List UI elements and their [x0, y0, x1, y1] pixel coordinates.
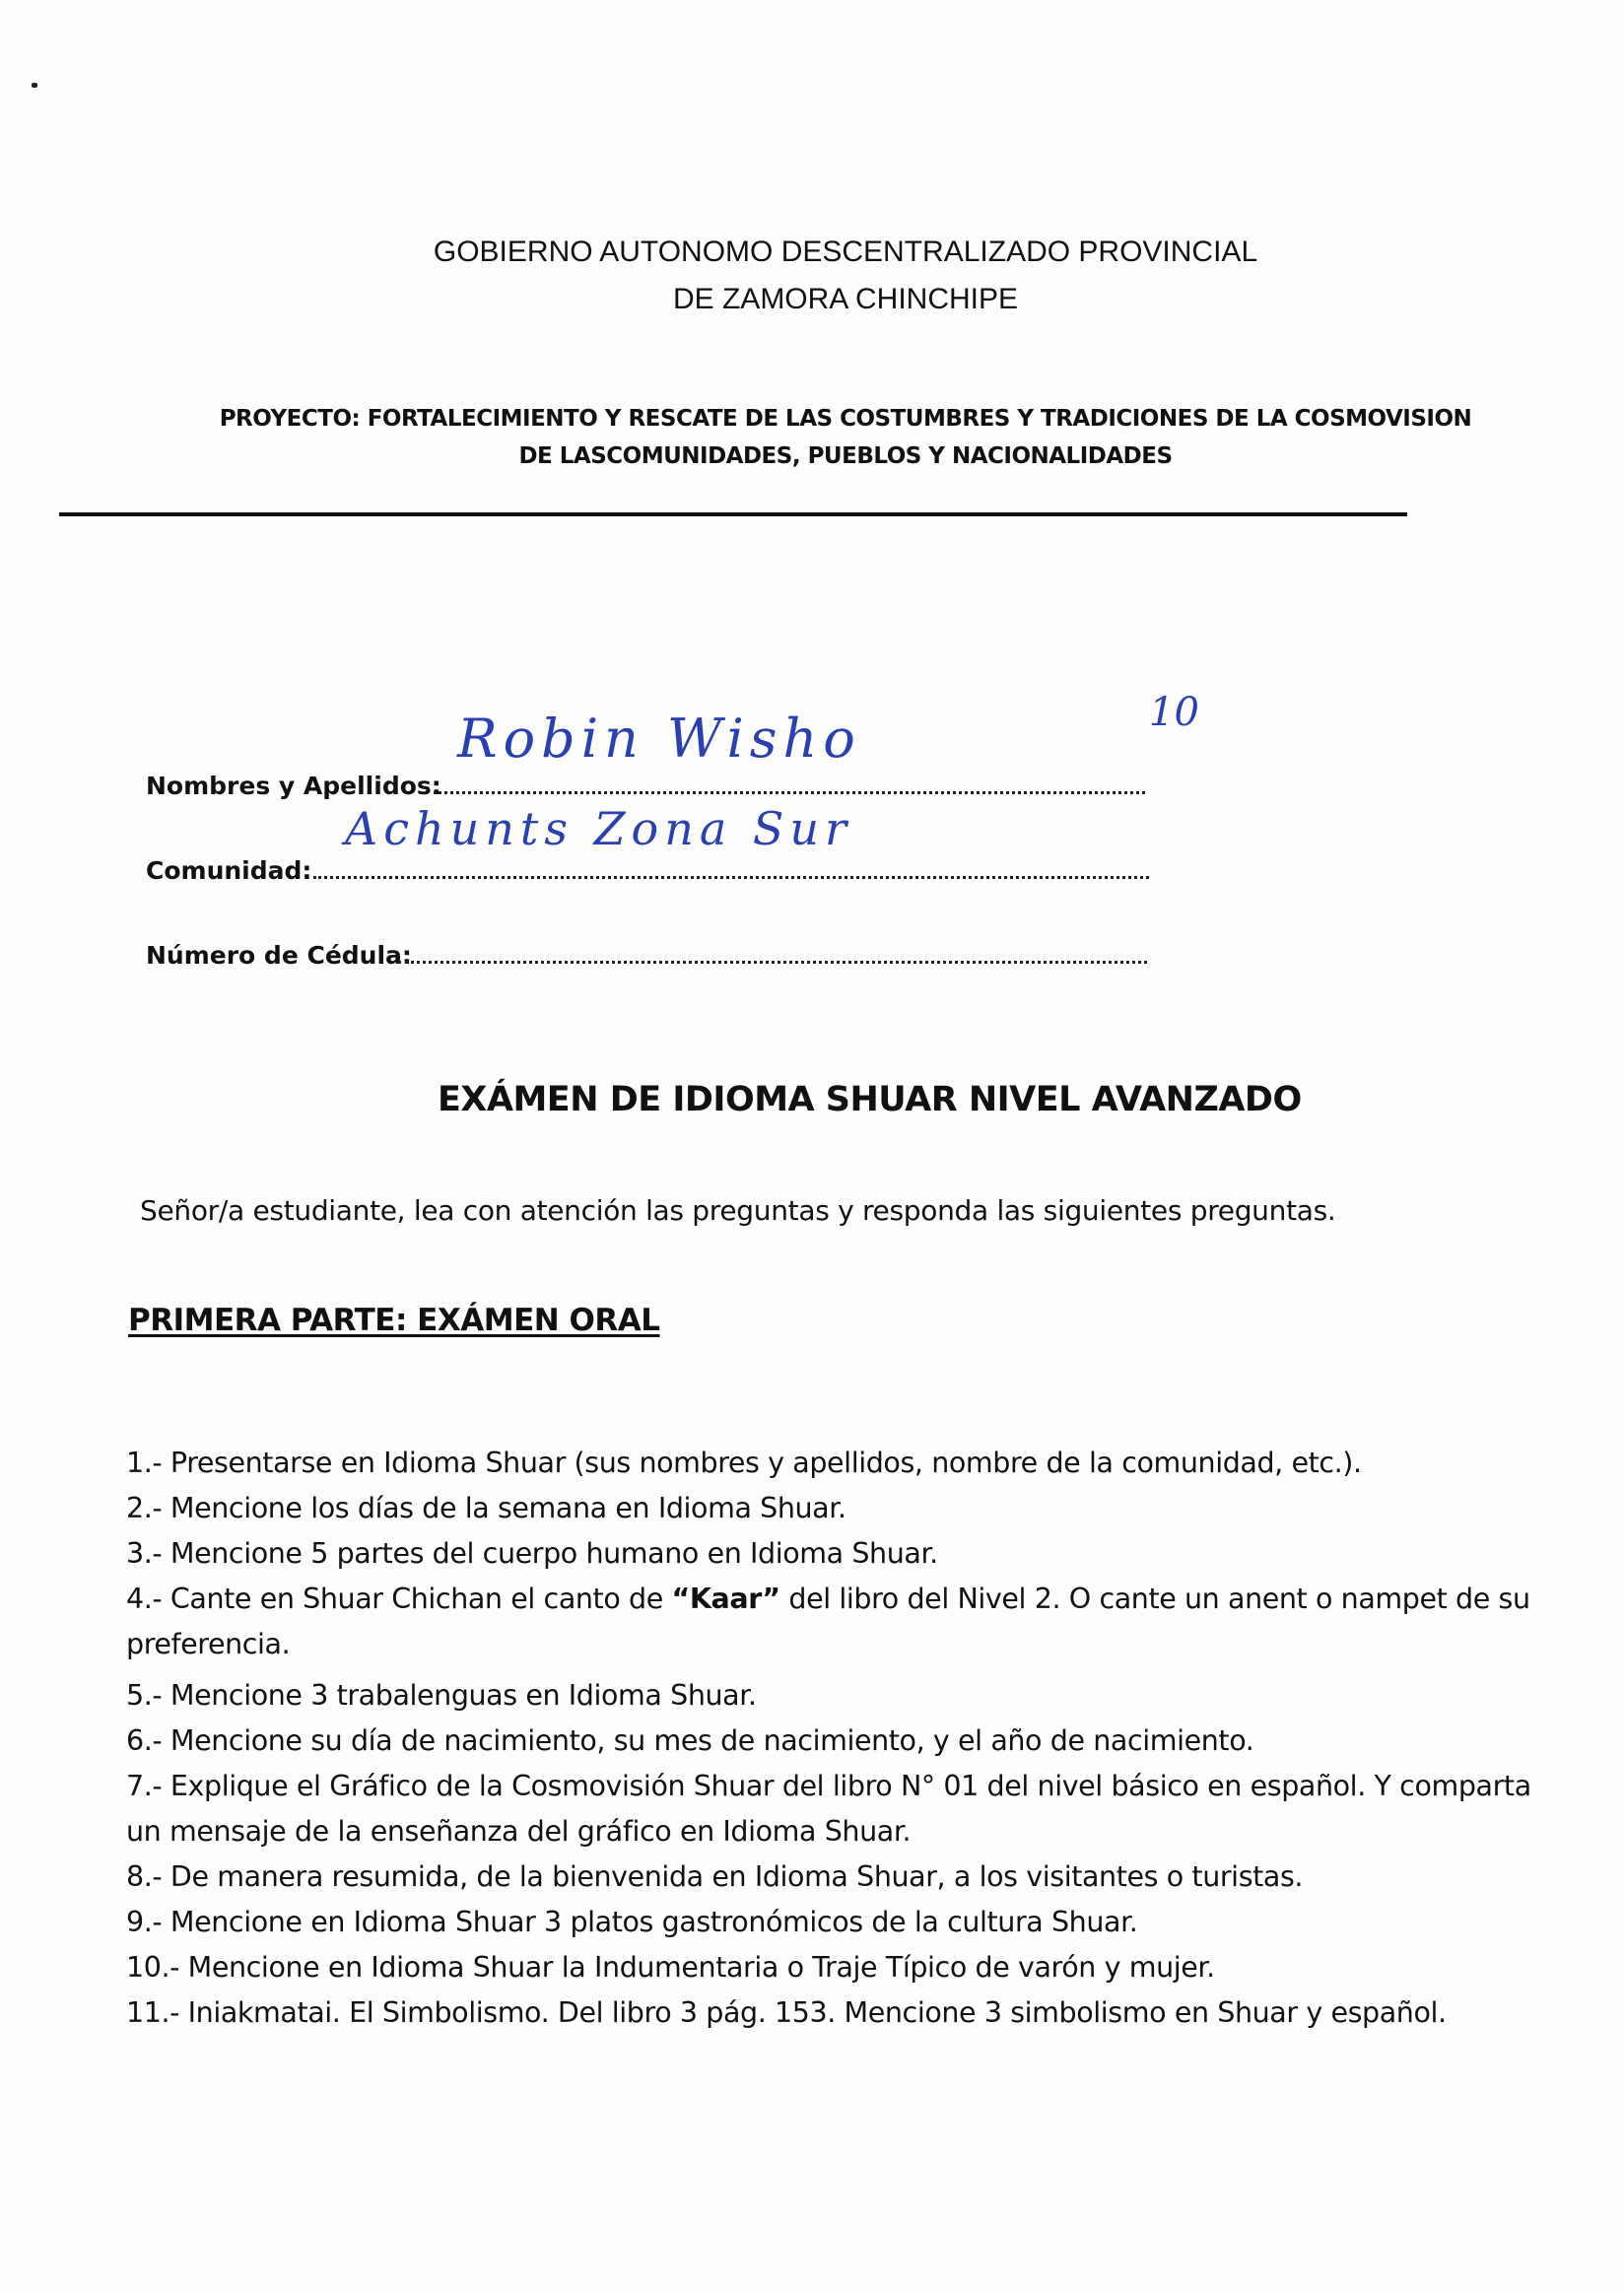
id-number-label: Número de Cédula: [146, 941, 412, 970]
question-item: 6.- Mencione su día de nacimiento, su mes de nacimiento, y el año de nacimiento. [126, 1724, 1254, 1757]
question-item: 1.- Presentarse en Idioma Shuar (sus nombres y apellidos, nombre de la comunidad, etc.). [126, 1447, 1362, 1479]
question-4-song-title: “Kaar” [671, 1583, 780, 1615]
question-item: 3.- Mencione 5 partes del cuerpo humano en Idioma Shuar. [126, 1537, 938, 1570]
project-title-line-1: PROYECTO: FORTALECIMIENTO Y RESCATE DE LAS COSTUMBRES Y TRADICIONES DE LA COSMOVISION [219, 406, 1472, 432]
question-item: 8.- De manera resumida, de la bienvenida en Idioma Shuar, a los visitantes o turistas. [126, 1860, 1304, 1893]
question-item: 2.- Mencione los días de la semana en Idioma Shuar. [126, 1492, 846, 1524]
score-handwritten: 10 [1149, 690, 1199, 735]
project-title-line-2: DE LASCOMUNIDADES, PUEBLOS Y NACIONALIDADES [518, 443, 1173, 469]
name-label: Nombres y Apellidos: [146, 772, 441, 800]
scan-speck [32, 83, 37, 88]
community-dotted-line [313, 876, 1149, 879]
question-item: 10.- Mencione en Idioma Shuar la Indumentaria o Traje Típico de varón y mujer. [126, 1951, 1215, 1984]
header-divider [59, 512, 1407, 516]
community-handwritten-value[interactable]: Achunts Zona Sur [345, 802, 853, 855]
id-number-dotted-line[interactable] [398, 961, 1147, 964]
question-item: 7.- Explique el Gráfico de la Cosmovisión Shuar del libro N° 01 del nivel básico en español. Y comparta un mensaje de la enseñanza del gráfico en Idioma Shuar. [126, 1770, 1531, 1848]
question-item: 11.- Iniakmatai. El Simbolismo. Del libro 3 pág. 153. Mencione 3 simbolismo en Shuar y español. [126, 1996, 1447, 2029]
community-label: Comunidad: [146, 856, 312, 885]
question-4-text-end: del libro del Nivel 2. O cante un anent o nampet de su preferencia. [126, 1583, 1530, 1660]
name-dotted-line [434, 791, 1145, 794]
question-item [126, 1577, 1565, 1667]
question-item: 5.- Mencione 3 trabalenguas en Idioma Shuar. [126, 1679, 757, 1712]
name-handwritten-value[interactable]: Robin Wisho [457, 708, 861, 770]
question-item: 9.- Mencione en Idioma Shuar 3 platos gastronómicos de la cultura Shuar. [126, 1906, 1138, 1938]
government-title-line-1: GOBIERNO AUTONOMO DESCENTRALIZADO PROVINCIAL [433, 236, 1258, 268]
exam-title: EXÁMEN DE IDIOMA SHUAR NIVEL AVANZADO [438, 1080, 1302, 1119]
government-title-line-2: DE ZAMORA CHINCHIPE [672, 283, 1019, 315]
exam-instructions: Señor/a estudiante, lea con atención las preguntas y responda las siguientes preguntas. [140, 1194, 1336, 1227]
question-4-text-start: 4.- Cante en Shuar Chichan el canto de [126, 1583, 672, 1615]
section-title-oral-exam: PRIMERA PARTE: EXÁMEN ORAL [128, 1303, 660, 1338]
id-number-field [146, 920, 1151, 970]
question-list [126, 1441, 1565, 2036]
